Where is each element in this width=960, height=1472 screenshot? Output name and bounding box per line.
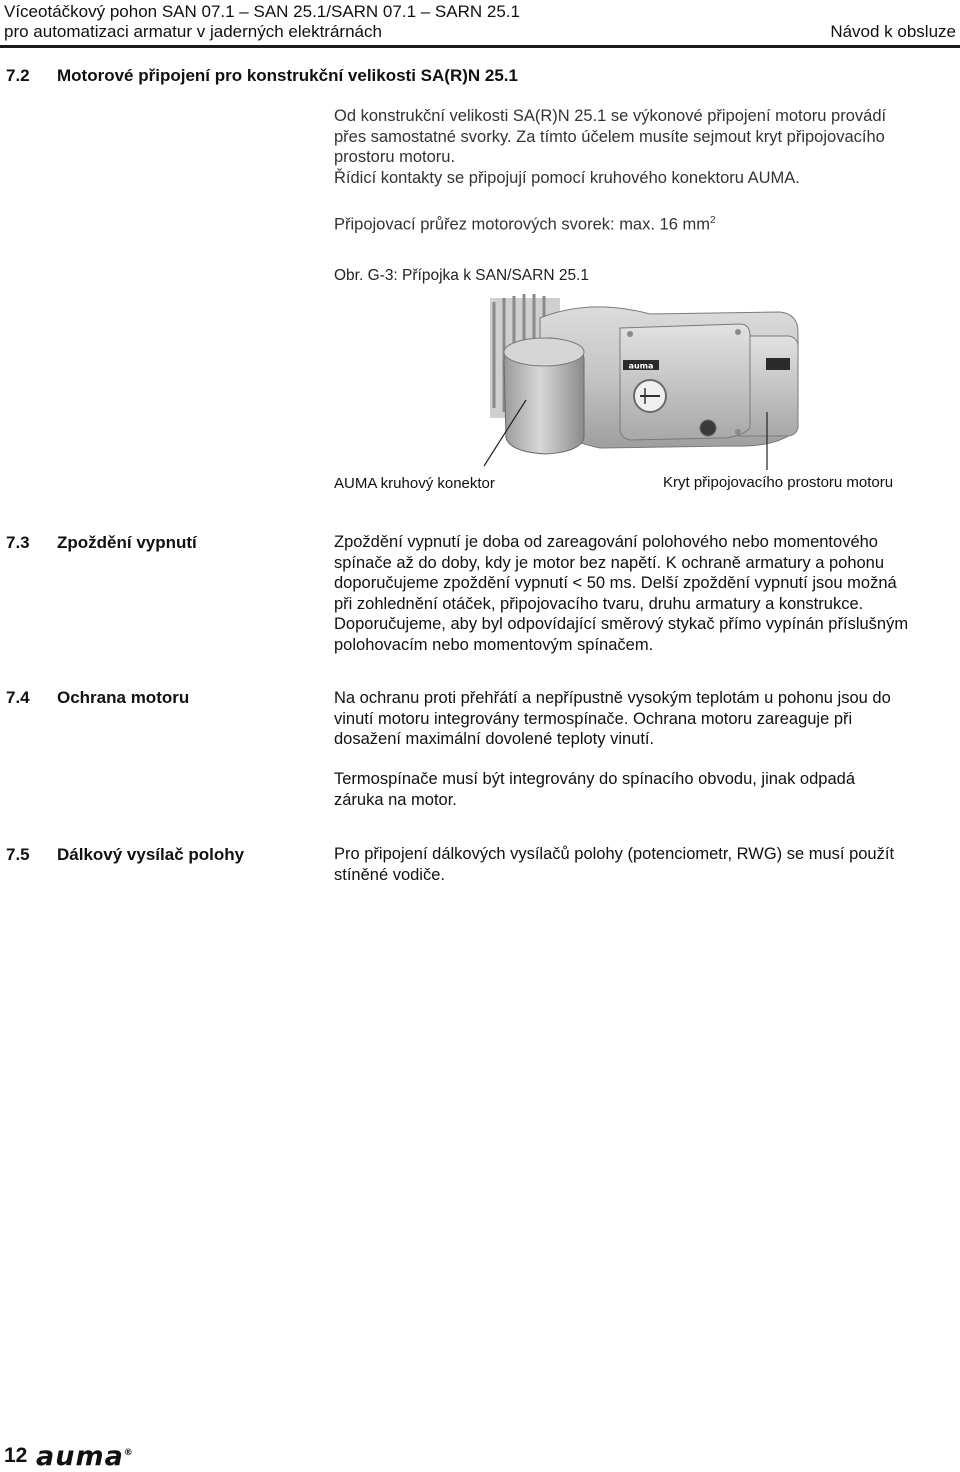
body-line: Na ochranu proti přehřátí a nepřípustně vysokým teplotám u pohonu jsou do: [334, 689, 891, 707]
section-7-4-body: [334, 688, 958, 750]
body-line: záruka na motor.: [334, 790, 457, 809]
section-7-2-title: Motorové připojení pro konstrukční velikosti SA(R)N 25.1: [57, 66, 518, 85]
page-number: 12: [4, 1444, 28, 1467]
section-7-2-number: 7.2: [6, 66, 30, 85]
body-line: Zpoždění vypnutí je doba od zareagování polohového nebo momentového: [334, 533, 878, 551]
body-line: Pro připojení dálkových vysílačů polohy (potenciometr, RWG) se musí použít: [334, 845, 895, 863]
section-7-3-title: Zpoždění vypnutí: [57, 533, 197, 552]
paragraph-line: prostoru motoru.: [334, 148, 456, 166]
section-7-3-body: [334, 532, 958, 655]
body-line: dosažení maximální dovolené teploty vinutí.: [334, 730, 655, 748]
label-terminal-cover: Kryt připojovacího prostoru motoru: [663, 474, 894, 491]
header-title: Víceotáčkový pohon SAN 07.1 – SAN 25.1/SARN 07.1 – SARN 25.1: [4, 2, 520, 21]
section-7-5-title: Dálkový vysílač polohy: [57, 845, 245, 864]
cross-section-superscript: 2: [709, 215, 716, 226]
paragraph-line: Od konstrukční velikosti SA(R)N 25.1 se výkonové připojení motoru provádí: [334, 107, 887, 125]
section-7-5-number: 7.5: [6, 845, 30, 864]
paragraph-line: přes samostatné svorky. Za tímto účelem musíte sejmout kryt připojovacího: [334, 127, 885, 146]
body-line: stíněné vodiče.: [334, 865, 445, 884]
body-line: vinutí motoru integrovány termospínače. Ochrana motoru zareaguje při: [334, 709, 853, 728]
header-rule: [0, 45, 960, 48]
label-round-connector: AUMA kruhový konektor: [334, 475, 495, 492]
section-7-5-body: [334, 844, 958, 885]
body-line: při zohlednění otáček, připojovacího tvaru, druhu armatury a konstrukce.: [334, 594, 864, 613]
section-7-3-number: 7.3: [6, 533, 30, 552]
body-line: polohovacím nebo momentovým spínačem.: [334, 635, 654, 654]
auma-logo: [36, 1441, 134, 1472]
registered-mark: ®: [123, 1448, 134, 1458]
body-line: Doporučujeme, aby byl odpovídající směrový stykač přímo vypínán příslušným: [334, 615, 909, 633]
body-line: Termospínače musí být integrovány do spínacího obvodu, jinak odpadá: [334, 770, 855, 788]
cover-plug: [700, 420, 716, 436]
control-cover: [620, 324, 750, 440]
logo-text: auma: [36, 1441, 124, 1472]
paragraph-line: Řídicí kontakty se připojují pomocí kruhového konektoru AUMA.: [334, 168, 800, 187]
section-7-4-number: 7.4: [6, 688, 30, 707]
cross-section-label: Připojovací průřez motorových svorek: max. 16 mm: [334, 215, 710, 234]
cover-nameplate: [766, 358, 790, 370]
actuator-figure: [480, 288, 800, 488]
body-line: doporučujeme zpoždění vypnutí < 50 ms. Delší zpoždění vypnutí jsou možná: [334, 574, 897, 592]
nameplate-text: auma: [628, 361, 654, 371]
section-7-2-paragraph: [334, 106, 954, 188]
figure-caption: Obr. G-3: Přípojka k SAN/SARN 25.1: [334, 267, 589, 284]
body-line: spínače až do doby, kdy je motor bez napětí. K ochraně armatury a pohonu: [334, 553, 885, 572]
header-doc-type: Návod k obsluze: [830, 22, 956, 41]
section-7-4-body-2: [334, 769, 958, 810]
section-7-4-title: Ochrana motoru: [57, 688, 190, 707]
header-subtitle: pro automatizaci armatur v jaderných elektrárnách: [4, 22, 382, 41]
cross-section-text: [334, 211, 954, 235]
